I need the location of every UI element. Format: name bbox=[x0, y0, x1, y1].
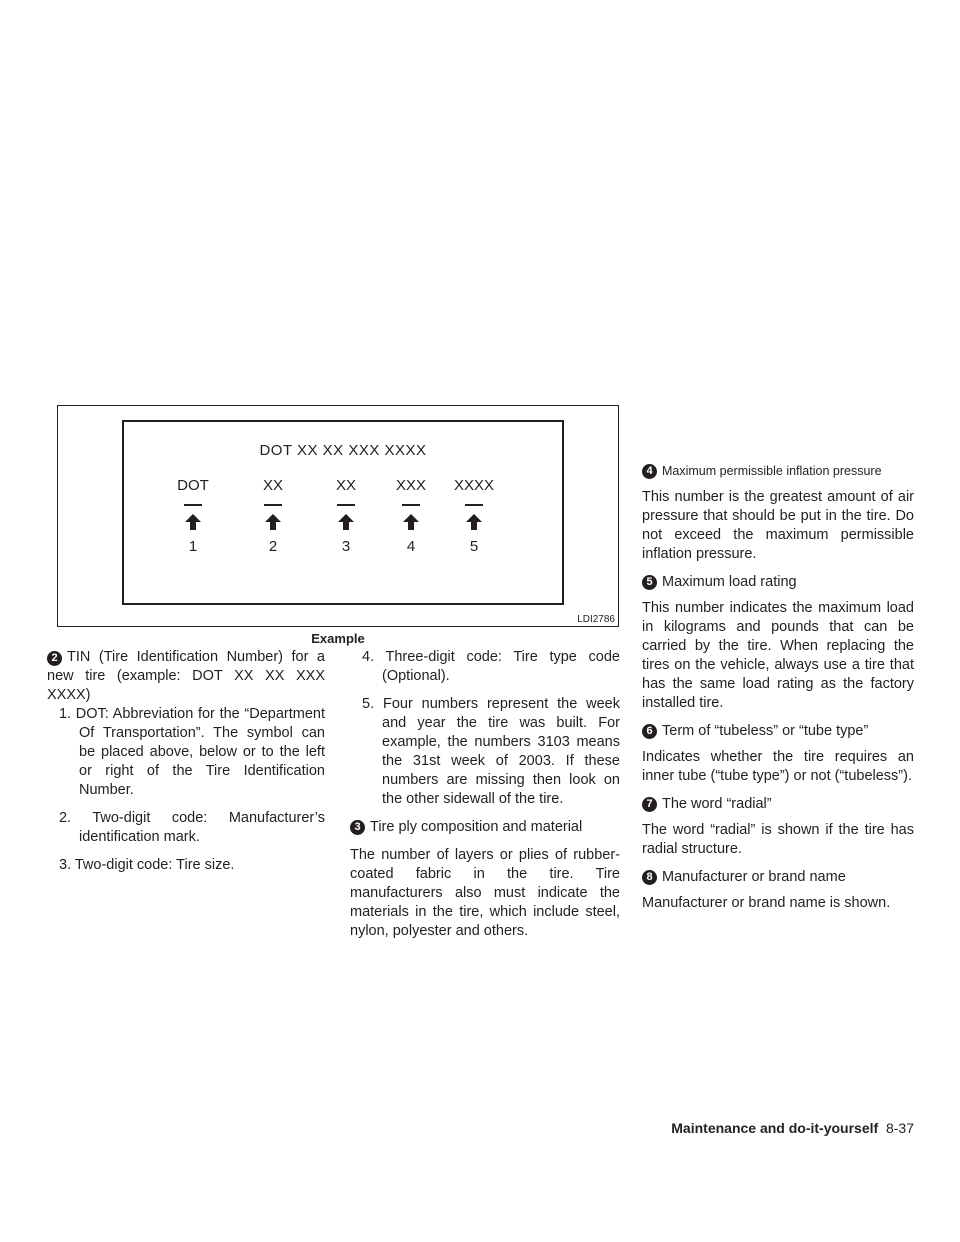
code-part-label: XXXX bbox=[453, 477, 495, 494]
section-body: The number of layers or plies of rubber-coated fabric in the tire. Tire manufacturers also must indicate the materials in the tire, which include steel, nylon, polyester and others. bbox=[350, 847, 620, 939]
section-5 bbox=[642, 573, 914, 713]
up-arrow-icon bbox=[185, 514, 201, 530]
up-arrow-icon bbox=[338, 514, 354, 530]
up-arrow-icon bbox=[265, 514, 281, 530]
code-underline bbox=[402, 504, 420, 506]
page-footer bbox=[650, 1120, 914, 1136]
section-4 bbox=[642, 462, 914, 564]
section-title: Term of “tubeless” or “tube type” bbox=[662, 723, 869, 739]
section-body: This number indicates the maximum load in kilograms and pounds that can be carried by the tire. When replacing the tires on the vehicle, always use a tire that has the same load rating as the factory installed tire. bbox=[642, 600, 914, 711]
section-title: Maximum permissible inflation pressure bbox=[662, 464, 882, 478]
circled-number-icon: 7 bbox=[642, 797, 657, 812]
code-part-label: XX bbox=[335, 477, 356, 494]
code-part-5 bbox=[434, 477, 514, 555]
list-item: 4. Three-digit code: Tire type code (Optional). bbox=[362, 649, 620, 684]
code-part-1 bbox=[153, 477, 233, 555]
section-title: Maximum load rating bbox=[662, 574, 797, 590]
section-body: The word “radial” is shown if the tire has radial structure. bbox=[642, 822, 914, 857]
code-part-label: DOT bbox=[177, 477, 209, 494]
text-column-1 bbox=[47, 648, 325, 875]
code-part-label: XXX bbox=[395, 477, 426, 494]
section-title: The word “radial” bbox=[662, 796, 772, 812]
footer-section-title: Maintenance and do-it-yourself bbox=[671, 1120, 879, 1136]
text-column-2 bbox=[350, 648, 620, 941]
code-part-number: 4 bbox=[406, 538, 416, 555]
circled-number-icon: 4 bbox=[642, 464, 657, 479]
figure-id: LDI2786 bbox=[577, 614, 615, 625]
section-title: Tire ply composition and material bbox=[370, 819, 583, 835]
text-column-3 bbox=[642, 405, 914, 913]
code-part-number: 3 bbox=[341, 538, 351, 555]
list-item: 3. Two-digit code: Tire size. bbox=[59, 857, 235, 873]
list-item: 5. Four numbers represent the week and year the tire was built. For example, the numbers 3103 means the 31st week of 2003. If these numbers are missing then look on the other sidewall of the tire. bbox=[362, 696, 620, 807]
page-number: 8-37 bbox=[885, 1120, 914, 1136]
code-underline bbox=[337, 504, 355, 506]
section-2-heading bbox=[47, 648, 325, 705]
section-6 bbox=[642, 722, 914, 786]
full-code-label: DOT XX XX XXX XXXX bbox=[259, 442, 427, 459]
list-item: 2. Two-digit code: Manufacturer’s identification mark. bbox=[59, 810, 325, 845]
circled-number-icon: 2 bbox=[47, 651, 62, 666]
section-7 bbox=[642, 795, 914, 859]
tire-code-diagram bbox=[122, 420, 564, 605]
circled-number-icon: 6 bbox=[642, 724, 657, 739]
code-underline bbox=[264, 504, 282, 506]
section-body: This number is the greatest amount of air pressure that should be put in the tire. Do not exceed the maximum permissible inflation pressure. bbox=[642, 489, 914, 562]
section-title: Manufacturer or brand name bbox=[662, 869, 846, 885]
code-part-number: 2 bbox=[268, 538, 278, 555]
circled-number-icon: 5 bbox=[642, 575, 657, 590]
section-body: Indicates whether the tire requires an inner tube (“tube type”) or not (“tubeless”). bbox=[642, 749, 914, 784]
up-arrow-icon bbox=[403, 514, 419, 530]
figure-caption: Example bbox=[311, 631, 365, 646]
code-part-2 bbox=[233, 477, 313, 555]
code-underline bbox=[184, 504, 202, 506]
circled-number-icon: 8 bbox=[642, 870, 657, 885]
section-body: Manufacturer or brand name is shown. bbox=[642, 895, 891, 911]
code-part-label: XX bbox=[262, 477, 283, 494]
list-item: 1. DOT: Abbreviation for the “Department Of Transportation”. The symbol can be placed above, below or to the left or right of the Tire Identification Number. bbox=[59, 706, 325, 798]
up-arrow-icon bbox=[466, 514, 482, 530]
code-part-number: 5 bbox=[469, 538, 479, 555]
section-title: TIN (Tire Identification Number) for a new tire (example: DOT XX XX XXX XXXX) bbox=[47, 649, 325, 703]
tire-code-figure bbox=[57, 405, 619, 627]
code-underline bbox=[465, 504, 483, 506]
code-part-number: 1 bbox=[188, 538, 198, 555]
section-8 bbox=[642, 868, 914, 913]
circled-number-icon: 3 bbox=[350, 820, 365, 835]
section-3 bbox=[350, 818, 620, 941]
